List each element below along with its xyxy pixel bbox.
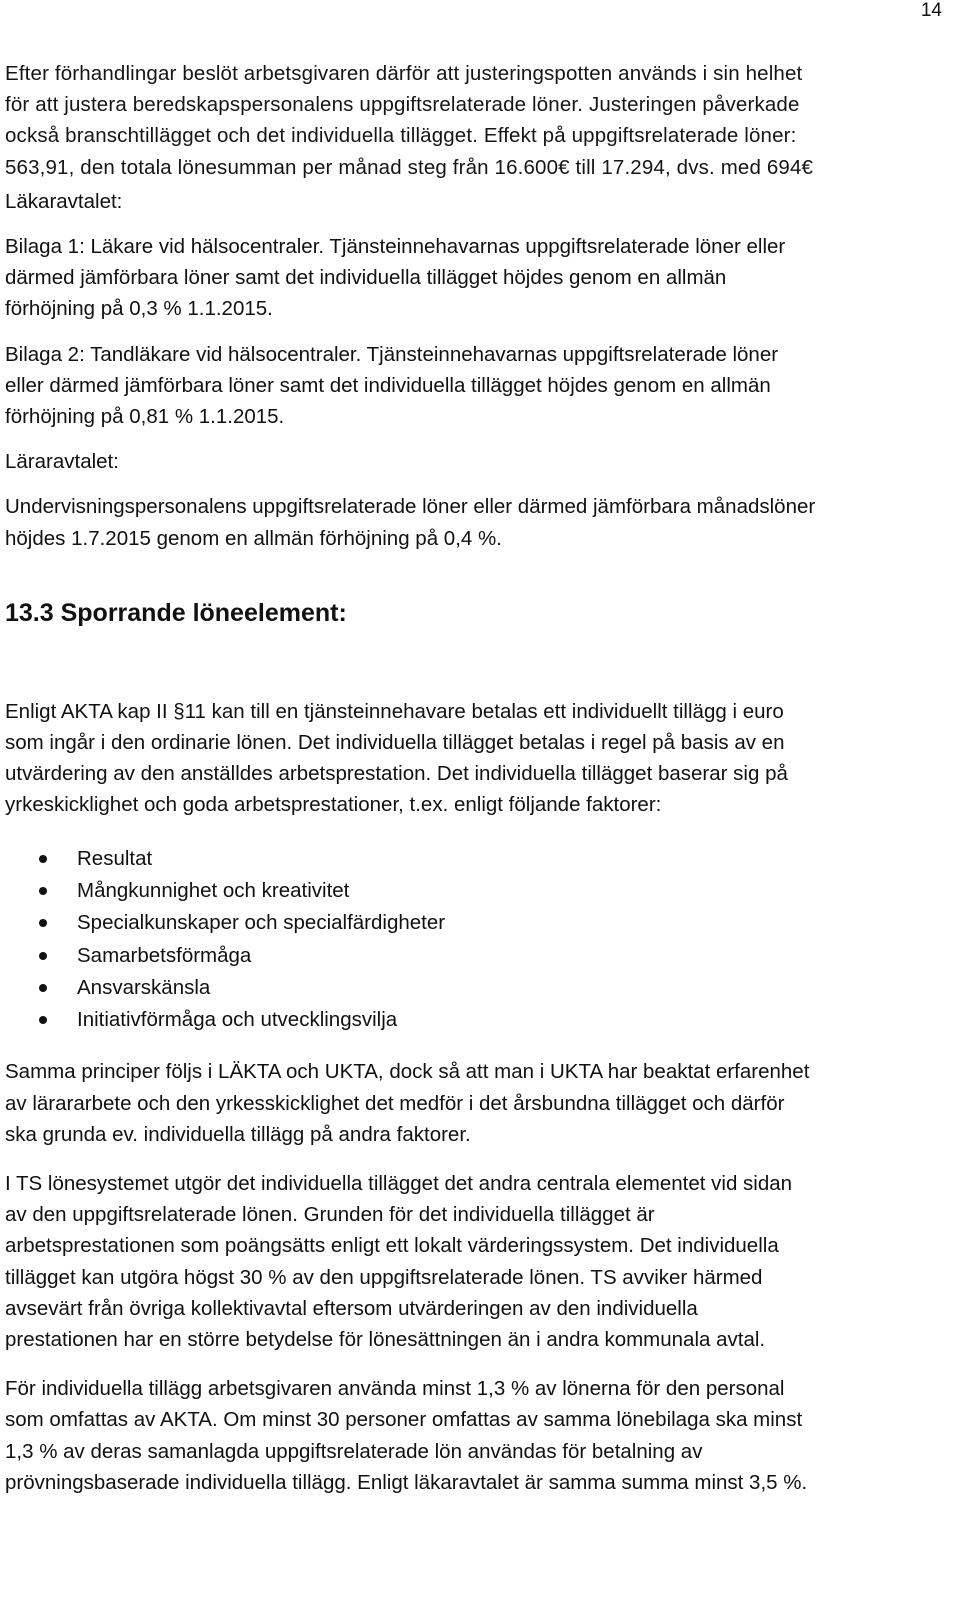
list-item [5,843,925,875]
list-item [5,875,925,907]
ts-paragraph [5,1168,925,1355]
spacer [5,1036,925,1056]
page-number: 14 [920,0,942,21]
spacer [5,477,925,491]
bilaga1-paragraph [5,231,925,325]
text-line: prestationen har en större betydelse för lönesättningen än i andra kommunala avtal. [5,1328,766,1352]
text-line: Enligt AKTA kap II §11 kan till en tjänsteinnehavare betalas ett individuellt tillägg i euro [5,699,784,723]
spacer [5,630,925,696]
spacer [5,217,925,231]
text-line: yrkeskicklighet och goda arbetsprestationer, t.ex. enligt följande faktorer: [5,793,662,817]
lararavtalet-paragraph [5,491,925,553]
intro-paragraph [5,58,925,183]
factor-list [5,843,925,1037]
text-line: som ingår i den ordinarie lönen. Det individuella tillägget betalas i regel på basis av en [5,731,785,755]
text-line: 1,3 % av deras samanlagda uppgiftsrelaterade lön användas för betalning av [5,1439,703,1463]
spacer [5,1355,925,1373]
text-line: prövningsbaserade individuella tillägg. Enligt läkaravtalet är samma summa minst 3,5 %. [5,1470,808,1494]
list-item-text: Ansvarskänsla [77,975,211,999]
lararavtalet-label: Läraravtalet: [5,450,119,474]
principles-paragraph [5,1056,925,1150]
text-line: Bilaga 2: Tandläkare vid hälsocentraler. Tjänsteinnehavarnas uppgiftsrelaterade löner [5,342,779,366]
text-line: som omfattas av AKTA. Om minst 30 personer omfattas av samma lönebilaga ska minst [5,1408,803,1432]
text-line: utvärdering av den anställdes arbetsprestation. Det individuella tillägget baserar sig på [5,762,788,786]
text-line: förhöjning på 0,81 % 1.1.2015. [5,405,285,429]
spacer [5,1150,925,1168]
bilaga2-paragraph [5,339,925,433]
bullet-icon [39,919,47,927]
text-line: Samma principer följs i LÄKTA och UKTA, dock så att man i UKTA har beaktat erfarenhet [5,1060,810,1084]
lakaravtalet-label: Läkaravtalet: [5,189,123,213]
text-line: därmed jämförbara löner samt det individuella tillägget höjdes genom en allmän [5,266,727,290]
bullet-icon [39,952,47,960]
spacer [5,432,925,446]
text-line: också branschtillägget och det individuella tillägget. Effekt på uppgiftsrelaterade löner: [5,124,797,148]
text-line: tillägget kan utgöra högst 30 % av den uppgiftsrelaterade lönen. TS avviker härmed [5,1265,763,1289]
list-item [5,940,925,972]
text-line: eller därmed jämförbara löner samt det individuella tillägget höjdes genom en allmän [5,373,771,397]
text-line: förhöjning på 0,3 % 1.1.2015. [5,297,273,321]
bullet-icon [39,855,47,863]
list-item-text: Resultat [77,846,153,870]
text-line: avsevärt från övriga kollektivavtal eftersom utvärderingen av den individuella [5,1296,698,1320]
section-heading: 13.3 Sporrande löneelement: [5,598,347,627]
text-line: för att justera beredskapspersonalens uppgiftsrelaterade löner. Justeringen påverkade [5,93,800,117]
list-item-text: Initiativförmåga och utvecklingsvilja [77,1008,398,1032]
akta-paragraph [5,696,925,821]
text-line: höjdes 1.7.2015 genom en allmän förhöjning på 0,4 %. [5,526,502,550]
document-body [5,58,925,1498]
list-item-text: Specialkunskaper och specialfärdigheter [77,911,446,935]
list-item [5,907,925,939]
text-line: av lärararbete och den yrkesskicklighet det medför i det årsbundna tillägget och därför [5,1091,785,1115]
spacer [5,821,925,843]
final-paragraph [5,1373,925,1498]
text-line: av den uppgiftsrelaterade lönen. Grunden för det individuella tillägget är [5,1203,655,1227]
bullet-icon [39,1016,47,1024]
spacer [5,325,925,339]
text-line: arbetsprestationen som poängsätts enligt ett lokalt värderingssystem. Det individuella [5,1234,779,1258]
text-line: 563,91, den totala lönesumman per månad steg från 16.600€ till 17.294, dvs. med 694€ [5,155,814,179]
list-item-text: Samarbetsförmåga [77,943,252,967]
list-item [5,972,925,1004]
spacer [5,554,925,596]
list-item-text: Mångkunnighet och kreativitet [77,878,350,902]
bullet-icon [39,984,47,992]
text-line: ska grunda ev. individuella tillägg på andra faktorer. [5,1122,471,1146]
text-line: För individuella tillägg arbetsgivaren använda minst 1,3 % av lönerna för den personal [5,1377,785,1401]
list-item [5,1004,925,1036]
text-line: Bilaga 1: Läkare vid hälsocentraler. Tjänsteinnehavarnas uppgiftsrelaterade löner eller [5,235,786,259]
bullet-icon [39,887,47,895]
text-line: Efter förhandlingar beslöt arbetsgivaren därför att justeringspotten används i sin helhet [5,62,803,85]
text-line: I TS lönesystemet utgör det individuella tillägget det andra centrala elementet vid sidan [5,1172,793,1196]
text-line: Undervisningspersonalens uppgiftsrelaterade löner eller därmed jämförbara månadslöner [5,495,816,519]
